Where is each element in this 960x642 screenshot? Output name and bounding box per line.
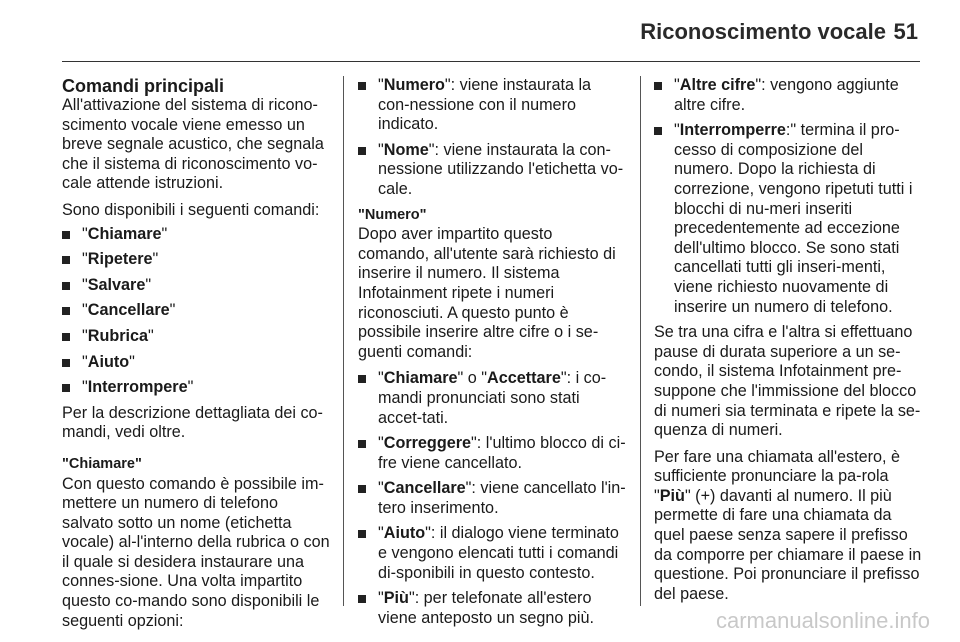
command-keyword: Nome	[383, 140, 429, 159]
bullet-icon	[358, 530, 366, 538]
command-keyword: Cancellare	[383, 479, 466, 498]
list-item: "Nome": viene instaurata la con-nessione utilizzando l'etichetta vo-cale.	[358, 141, 626, 200]
list-item: "Altre cifre": vengono aggiunte altre cifre.	[654, 76, 926, 115]
bullet-icon	[62, 282, 70, 290]
subsection-text: Con questo comando è possibile im-mettere un numero di telefono salvato sotto un nome (etichetta vocale) al-l'interno della rubrica o con il quale si desidera instaurare una connes-sione. Una volta impartito questo co-mando sono disponibili le seguenti opzioni:	[62, 474, 330, 630]
paragraph-text: " (+) davanti al numero. Il più permette di fare una chiamata da quel paese senza sapere il prefisso da comporre per chiamare il paese in questione. Poi pronunciare il prefisso del paese.	[654, 486, 922, 603]
item-text: : viene cancellato l'in-tero inserimento.	[378, 479, 626, 517]
item-text: : vengono aggiunte altre cifre.	[674, 76, 899, 114]
bullet-icon	[62, 333, 70, 341]
command-keyword: Salvare	[87, 275, 146, 294]
list-item: "Numero": viene instaurata la con-nessione con il numero indicato.	[358, 76, 626, 135]
bullet-icon	[358, 595, 366, 603]
list-item: "Correggere": l'ultimo blocco di ci-fre viene cancellato.	[358, 434, 626, 473]
bullet-icon	[358, 375, 366, 383]
bullet-icon	[654, 82, 662, 90]
subsection-heading: "Numero"	[358, 206, 427, 223]
command-keyword: Cancellare	[87, 301, 170, 320]
list-item: "Più": per telefonate all'estero viene anteposto un segno più.	[358, 589, 626, 628]
list-item: "Interromperre:" termina il pro-cesso di composizione del numero. Dopo la richiesta di correzione, vengono ripetuti tutti i blocchi di nu-meri inseriti precedentemente ad eccezione dell'ultimo blocco. Se sono stati cancellati tutti gli inseri-menti, viene richiesto nuovamente di inserire un numero di telefono.	[654, 121, 926, 317]
list-item: "Aiuto": il dialogo viene terminato e vengono elencati tutti i comandi di-sponibili in questo contesto.	[358, 524, 626, 583]
list-item: "Interrompere"	[62, 378, 332, 398]
command-keyword: Interrompere	[87, 378, 188, 397]
item-text: : viene instaurata la con-nessione con il numero indicato.	[378, 76, 592, 134]
header-rule	[62, 61, 920, 62]
column-2	[358, 76, 626, 634]
command-keyword: Accettare	[487, 369, 561, 388]
item-text: : i co-mandi pronunciati sono stati accet-tati.	[378, 369, 607, 427]
list-item: "Cancellare"	[62, 301, 332, 321]
list-item: "Cancellare": viene cancellato l'in-tero inserimento.	[358, 479, 626, 518]
page-header	[0, 0, 960, 60]
command-keyword: Chiamare	[87, 224, 162, 243]
bullet-icon	[358, 440, 366, 448]
options-list	[358, 369, 626, 628]
column-divider	[640, 76, 641, 606]
bullet-icon	[358, 485, 366, 493]
item-text: : il dialogo viene terminato e vengono elencati tutti i comandi di-sponibili in questo contesto.	[378, 524, 619, 582]
bullet-icon	[62, 359, 70, 367]
page-title: Riconoscimento vocale	[640, 19, 886, 44]
command-keyword: Correggere	[383, 434, 472, 453]
command-keyword: Rubrica	[87, 326, 149, 345]
options-list	[654, 76, 926, 317]
item-text: " o "	[457, 369, 488, 388]
bullet-icon	[62, 231, 70, 239]
command-keyword: Numero	[383, 76, 445, 94]
column-divider	[343, 76, 344, 606]
commands-list	[62, 225, 332, 398]
page-number: 51	[893, 19, 918, 44]
international-paragraph	[654, 448, 926, 605]
paragraph-text: Per fare una chiamata all'estero, è sufficiente pronunciare la pa-rola "	[654, 447, 901, 505]
column-3	[654, 76, 926, 611]
list-item: "Chiamare" o "Accettare": i co-mandi pronunciati sono stati accet-tati.	[358, 369, 626, 428]
command-keyword: Più	[383, 589, 409, 608]
item-text: : per telefonate all'estero viene anteposto un segno più.	[378, 589, 595, 627]
command-keyword: Altre cifre	[679, 76, 756, 94]
pause-paragraph: Se tra una cifra e l'altra si effettuano pause di durata superiore a un se-condo, il sistema Infotainment pre-suppone che l'immissione del blocco di numeri sia terminata e ripete la se-quenza di numeri.	[654, 323, 921, 440]
bullet-icon	[358, 82, 366, 90]
subsection-text: Dopo aver impartito questo comando, all'utente sarà richiesto di inserire il numero. Il sistema Infotainment ripete i numeri riconosciuti. A questo punto è possibile inserire altre cifre o i se-guenti comandi:	[358, 225, 616, 361]
command-keyword: Interromperre	[679, 121, 786, 140]
item-text: :" termina il pro-cesso di composizione del numero. Dopo la richiesta di correzione, vengono ripetuti tutti i blocchi di nu-meri inseriti precedentemente ad eccezione dell'ultimo blocco. Se sono stati cancellati tutti gli inseri-menti, viene richiesto nuovamente di inserire un numero di telefono.	[674, 121, 913, 316]
options-list	[358, 76, 626, 200]
intro-paragraph: All'attivazione del sistema di ricono-scimento vocale viene emesso un breve segnale acustico, che segnala che il sistema di riconoscimento vo-cale attende istruzioni.	[62, 96, 324, 193]
command-keyword: Aiuto	[383, 524, 426, 543]
list-item: "Chiamare"	[62, 225, 332, 245]
column-1	[62, 76, 332, 638]
subsection-heading: "Chiamare"	[62, 455, 142, 472]
bullet-icon	[654, 127, 662, 135]
commands-intro: Sono disponibili i seguenti comandi:	[62, 200, 320, 219]
outro-paragraph: Per la descrizione dettagliata dei co-mandi, vedi oltre.	[62, 403, 323, 442]
watermark: carmanualsonline.info	[715, 608, 930, 633]
command-keyword: Più	[659, 486, 685, 505]
list-item: "Salvare"	[62, 276, 332, 296]
command-keyword: Chiamare	[383, 369, 458, 388]
item-text: : viene instaurata la con-nessione utilizzando l'etichetta vo-cale.	[378, 140, 624, 198]
list-item: "Rubrica"	[62, 327, 332, 347]
bullet-icon	[62, 384, 70, 392]
command-keyword: Ripetere	[87, 250, 153, 269]
bullet-icon	[62, 307, 70, 315]
bullet-icon	[62, 256, 70, 264]
list-item: "Ripetere"	[62, 250, 332, 270]
section-heading: Comandi principali	[62, 76, 225, 96]
list-item: "Aiuto"	[62, 353, 332, 373]
command-keyword: Aiuto	[87, 352, 130, 371]
item-text: : l'ultimo blocco di ci-fre viene cancellato.	[378, 434, 626, 472]
bullet-icon	[358, 147, 366, 155]
